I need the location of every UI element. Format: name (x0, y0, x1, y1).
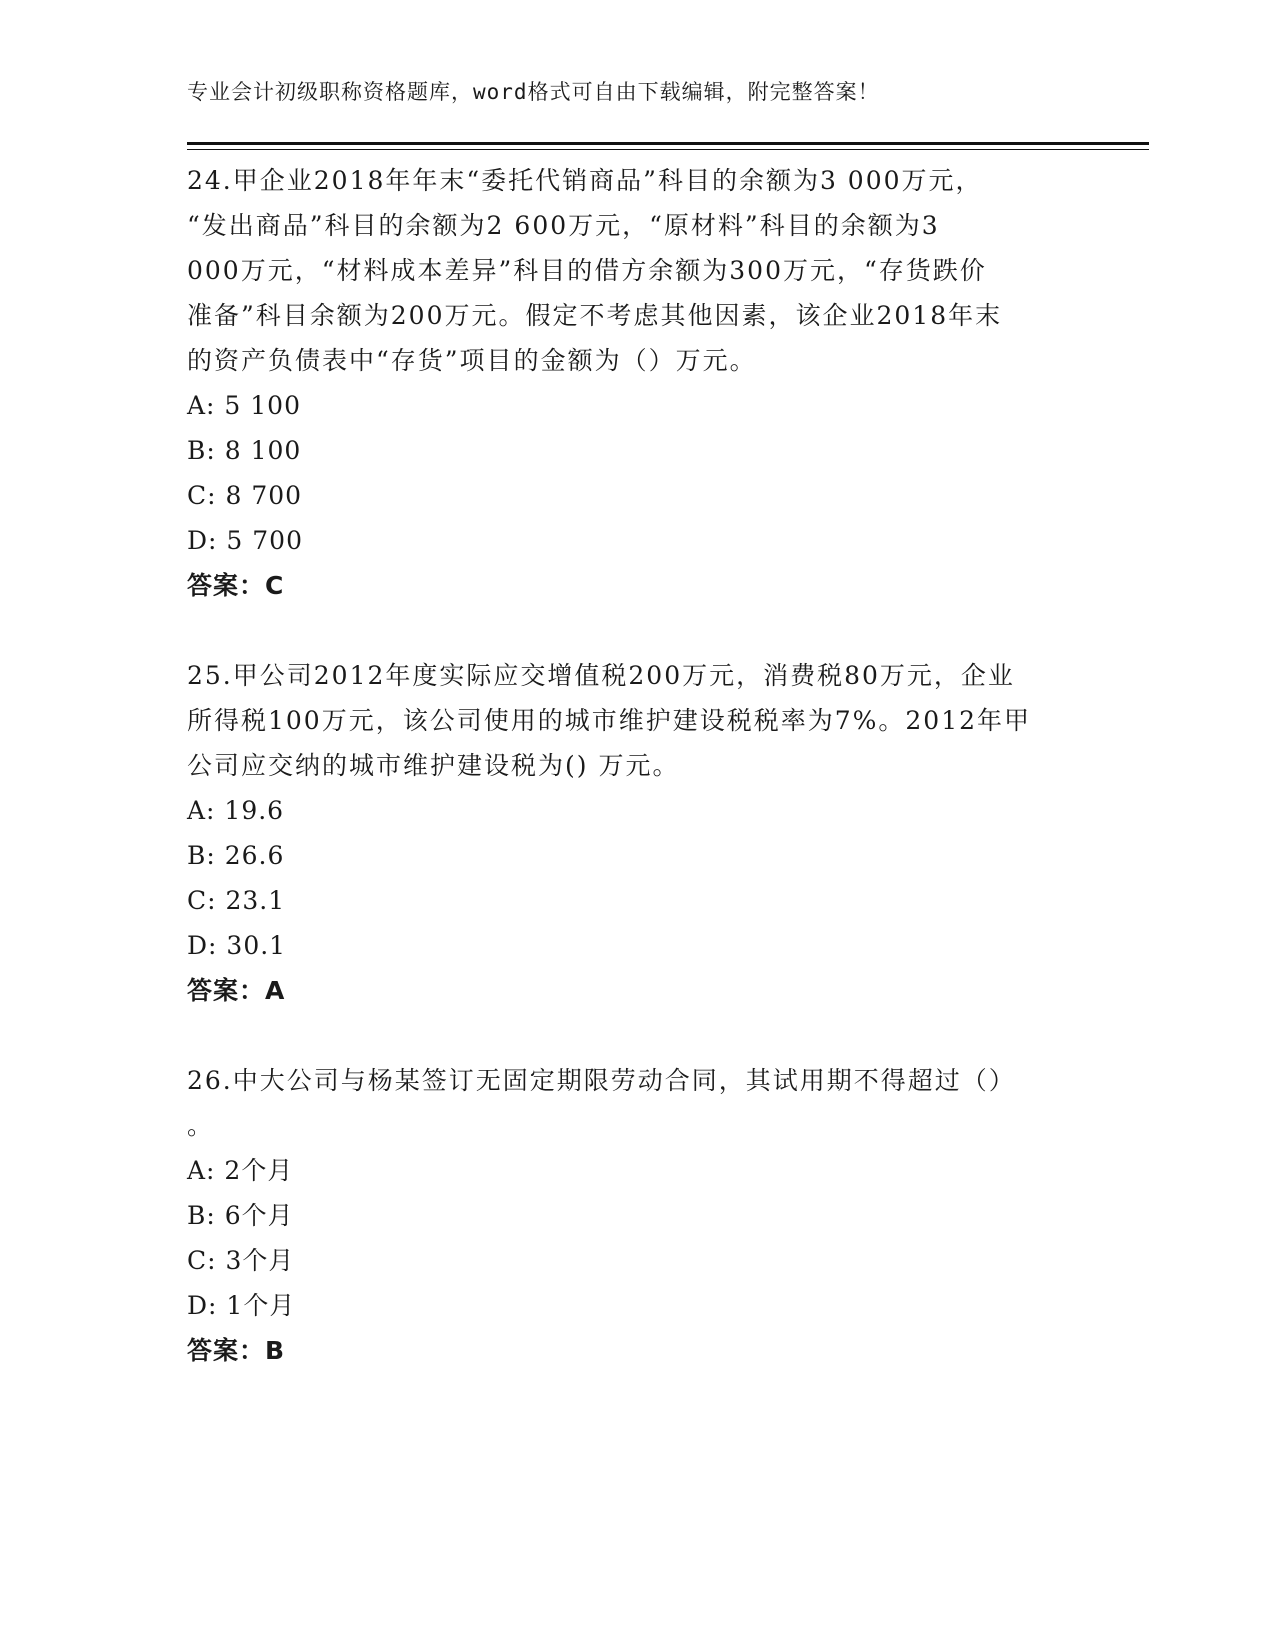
answer: 答案：B (187, 1336, 286, 1365)
question-line: “发出商品”科目的余额为2 600万元，“原材料”科目的余额为3 (187, 211, 940, 240)
option-d: D: 5 700 (187, 526, 303, 555)
question-line: 。 (187, 1111, 215, 1140)
question-26 (187, 1058, 1087, 1373)
answer: 答案：C (187, 571, 285, 600)
question-list (187, 158, 1087, 1418)
question-line: 000万元，“材料成本差异”科目的借方余额为300万元，“存货跌价 (187, 256, 987, 285)
option-c: C: 23.1 (187, 886, 286, 915)
header-rule-thick (187, 142, 1149, 145)
question-line: 准备”科目余额为200万元。假定不考虑其他因素，该企业2018年末 (187, 301, 1003, 330)
answer: 答案：A (187, 976, 286, 1005)
option-b: B: 6个月 (187, 1201, 294, 1230)
option-a: A: 19.6 (187, 796, 285, 825)
question-line: 公司应交纳的城市维护建设税为() 万元。 (187, 751, 680, 780)
question-line: 24.甲企业2018年年末“委托代销商品”科目的余额为3 000万元， (187, 166, 983, 195)
question-24 (187, 158, 1087, 608)
header-rule-thin (187, 149, 1149, 150)
option-c: C: 3个月 (187, 1246, 295, 1275)
option-b: B: 8 100 (187, 436, 302, 465)
option-c: C: 8 700 (187, 481, 303, 510)
option-a: A: 2个月 (187, 1156, 294, 1185)
question-line: 所得税100万元，该公司使用的城市维护建设税税率为7%。2012年甲 (187, 706, 1032, 735)
question-line: 25.甲公司2012年度实际应交增值税200万元，消费税80万元，企业 (187, 661, 1015, 690)
option-d: D: 30.1 (187, 931, 287, 960)
option-a: A: 5 100 (187, 391, 301, 420)
question-25 (187, 653, 1087, 1013)
page-header: 专业会计初级职称资格题库，word格式可自由下载编辑，附完整答案！ (187, 80, 880, 104)
question-line: 的资产负债表中“存货”项目的金额为（）万元。 (187, 346, 757, 375)
question-line: 26.中大公司与杨某签订无固定期限劳动合同，其试用期不得超过（） (187, 1066, 1016, 1095)
option-d: D: 1个月 (187, 1291, 296, 1320)
option-b: B: 26.6 (187, 841, 285, 870)
